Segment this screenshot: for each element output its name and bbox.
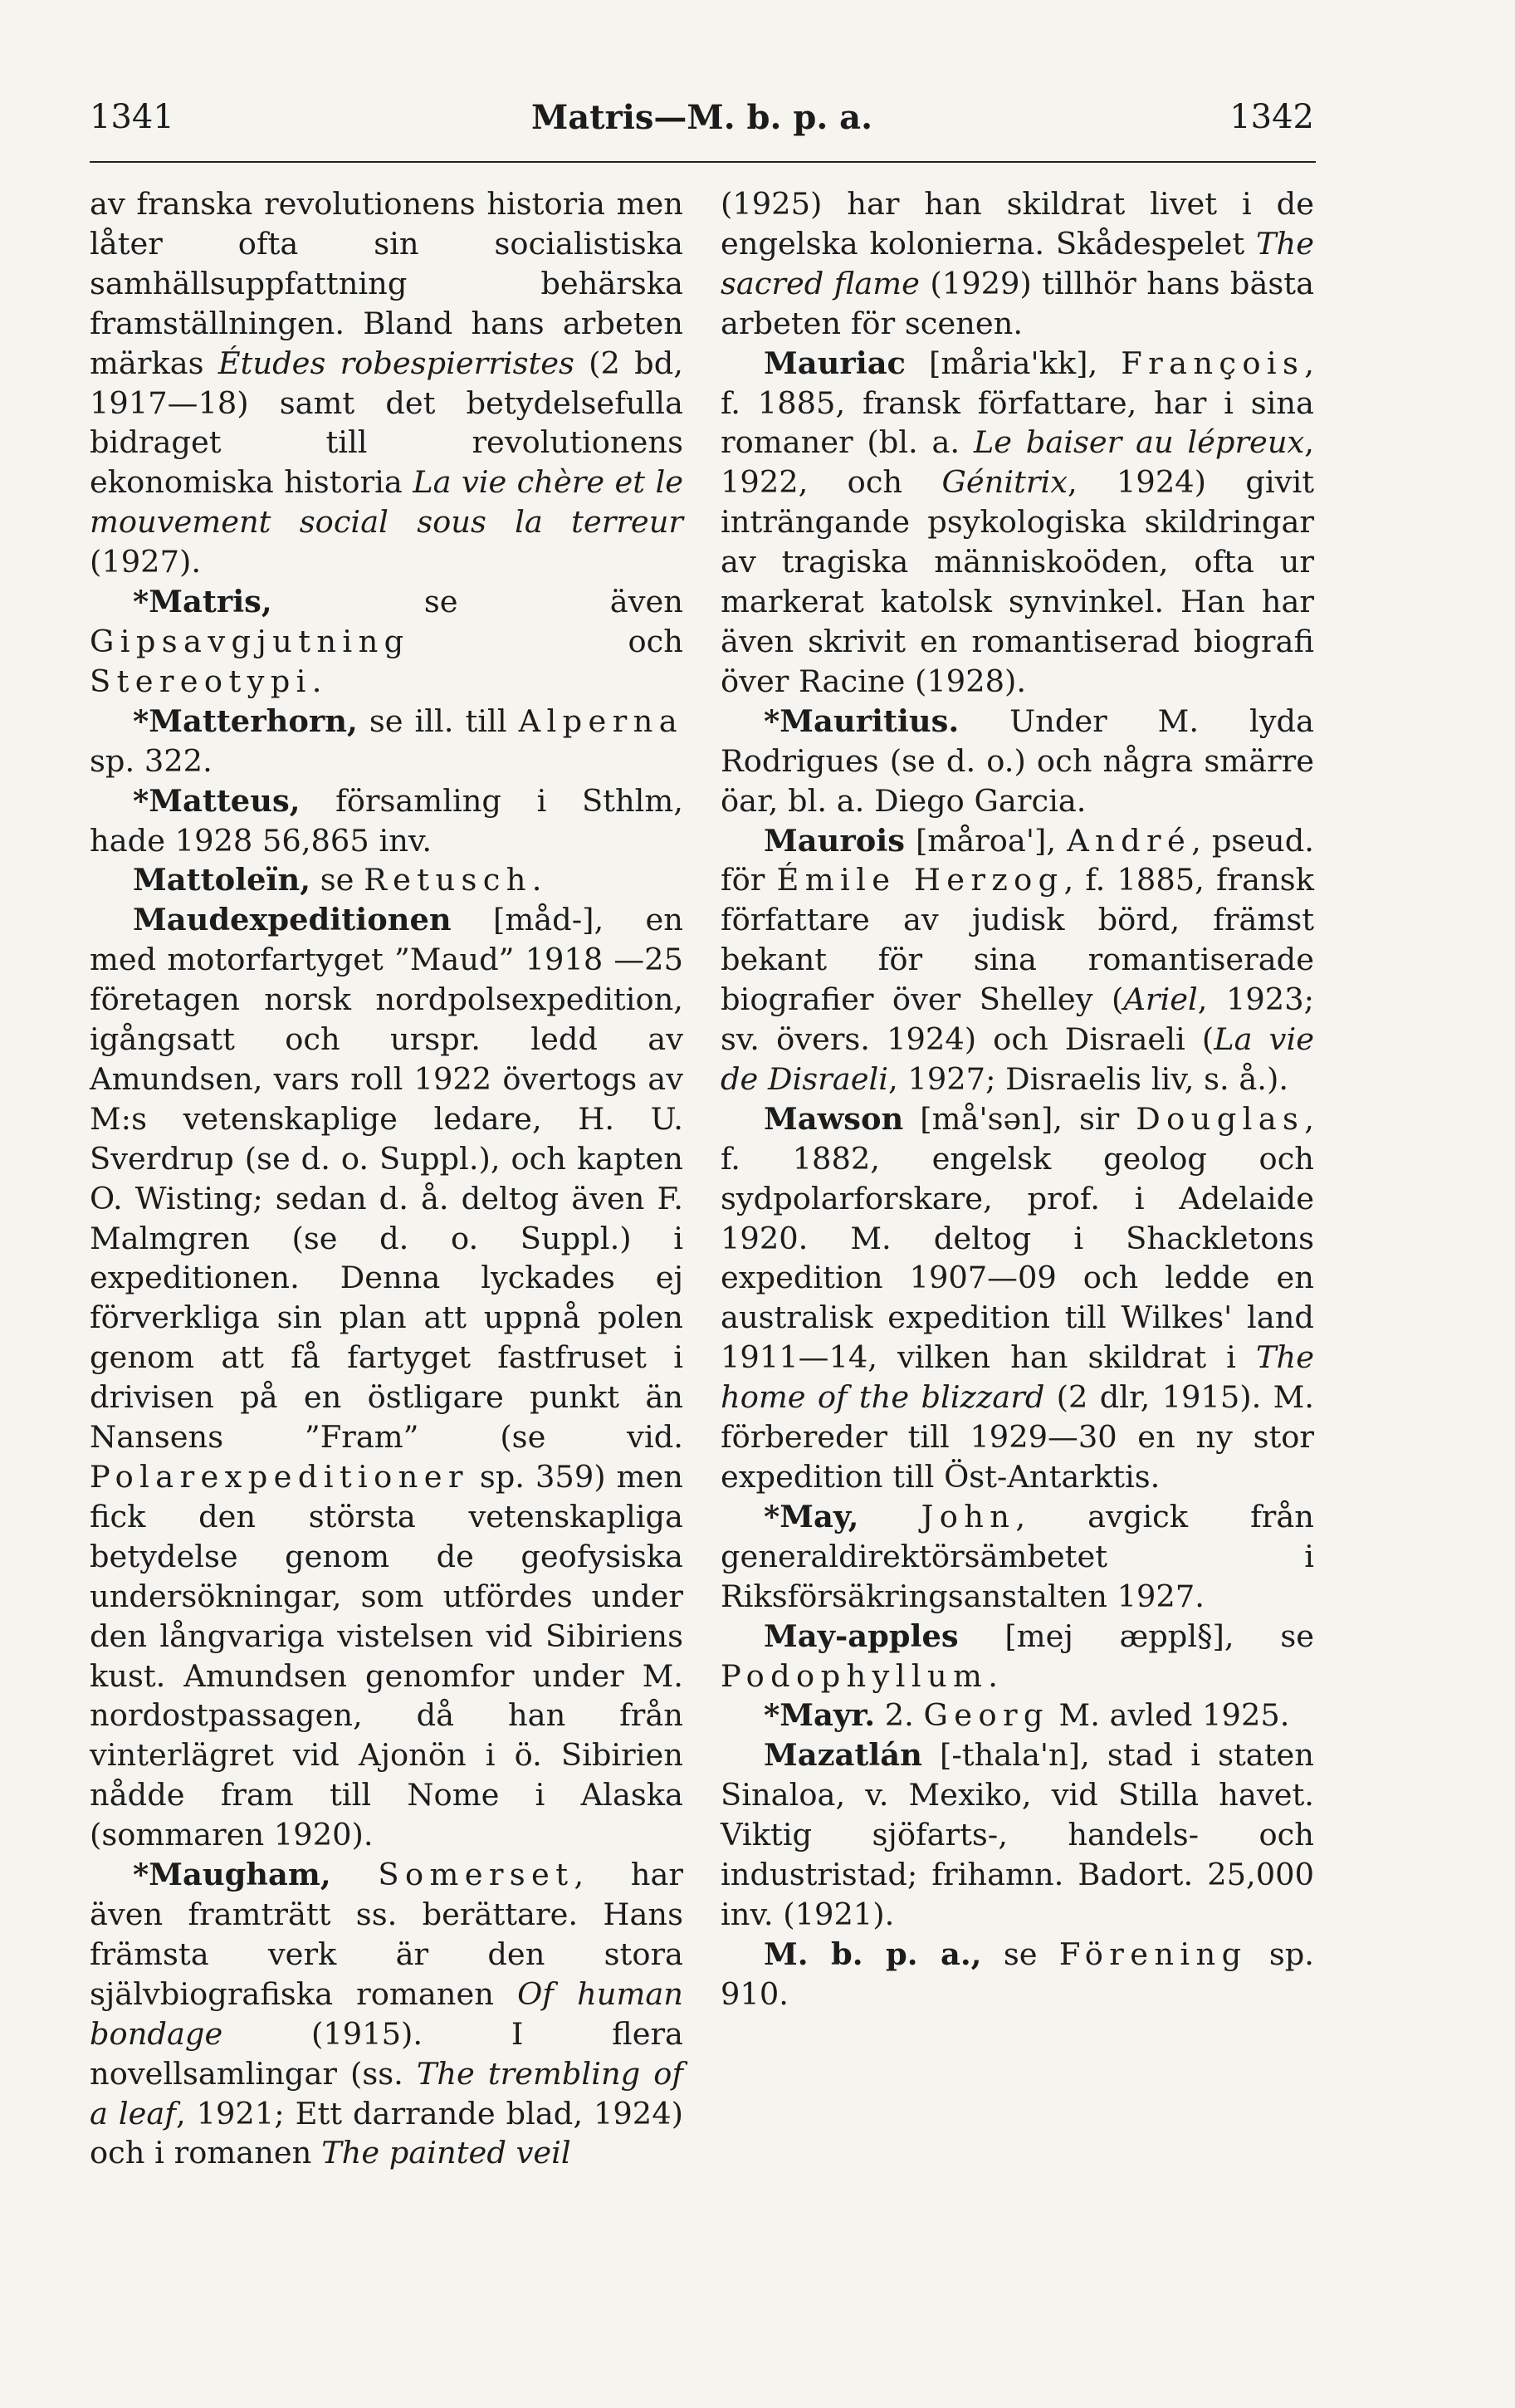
entry-mazatlan [721, 1735, 1314, 1935]
entry-text: se [310, 862, 364, 898]
italic-title: Of human bondage [90, 1975, 683, 2052]
entry-maurois [721, 821, 1314, 1099]
entry-revolution-continued [90, 184, 683, 582]
entry-text: , f. 1885, fransk författare av judisk börd, främst bekant för sina romantiserade biografier över Shelley ( [721, 862, 1314, 1018]
headword: *Mauritius. [764, 702, 960, 739]
entry-mbpa [721, 1935, 1314, 2014]
entry-text [331, 1857, 379, 1892]
spaced-reference: Förening [1058, 1936, 1248, 1972]
headword: *Matris, [133, 583, 272, 620]
entry-text: (2 bd, 1917—18) samt det betydelsefulla bidraget till revolutionens ekonomiska historia [90, 345, 683, 501]
entry-text: . [311, 663, 322, 699]
entry-text: M. avled 1925. [1048, 1697, 1290, 1734]
entry-text: , har även framträtt ss. berättare. Hans främsta verk är den stora självbiografiska romanen [90, 1857, 683, 2012]
entry-text: [måd-], en med motorfartyget ”Maud” 1918 —25 företagen norsk nordpolsexpedition, igångsatt och urspr. ledd av Amundsen, vars roll 1922 övertogs av M:s vetenskaplige ledare, H. U. Sverdrup (se d. o. Suppl.), och kapten O. Wisting; sedan d. å. deltog även F. Malmgren (se d. o. Suppl.) i expeditionen. Denna lyckades ej förverkliga sin plan att uppnå polen genom att få fartyget fastfruset i drivisen på en östligare punkt än Nansens ”Fram” (se vid. [90, 902, 683, 1456]
entry-text: . [988, 1657, 998, 1694]
entry-mauritius [721, 702, 1314, 821]
italic-title: The trembling of a leaf [90, 2055, 683, 2131]
headword: *Maugham, [133, 1856, 331, 1893]
entry-text: sp. 910. [721, 1936, 1314, 2012]
header-rule [90, 161, 1316, 163]
entry-text: , 1921; Ett darrande blad, 1924) och i romanen [90, 2095, 683, 2171]
headword: Mattoleïn, [133, 861, 311, 898]
entry-text: . [531, 862, 542, 898]
page-number-left: 1341 [90, 98, 174, 136]
entry-text: [måroa'], [904, 822, 1068, 859]
right-column [721, 184, 1314, 2014]
spaced-reference: Polarexpeditioner [90, 1459, 469, 1495]
entry-text: (1927). [90, 544, 202, 580]
entry-matterhorn [90, 702, 683, 781]
entry-text: [må'sən], sir [903, 1100, 1136, 1137]
entry-text: [-thala'n], stad i staten Sinaloa, v. Mexiko, vid Stilla havet. Viktig sjöfarts-, handels- och industristad; frihamn. Badort. 25,000 inv. (1921). [721, 1737, 1314, 1932]
spaced-reference: Douglas [1136, 1100, 1305, 1137]
headword: May-apples [764, 1617, 959, 1654]
italic-title: The sacred flame [721, 225, 1314, 301]
entry-mattolein [90, 860, 683, 900]
running-head: Matris—M. b. p. a. [530, 98, 873, 137]
italic-title: La vie de Disraeli [721, 1021, 1315, 1097]
entry-text [859, 1499, 921, 1534]
italic-title: Le baiser au lépreux [973, 424, 1305, 461]
entry-text: (2 dlr, 1915). M. förbereder till 1929—30 en ny stor expedition till Öst-Antarktis. [721, 1379, 1314, 1495]
italic-title: Ariel [1123, 981, 1198, 1018]
entry-text: , avgick från generaldirektörsämbetet i Riksförsäkringsanstalten 1927. [721, 1498, 1314, 1614]
entry-text: församling i Sthlm, hade 1928 56,865 inv. [90, 782, 683, 859]
italic-title: The home of the blizzard [721, 1339, 1314, 1416]
entry-mayr [721, 1696, 1314, 1735]
italic-title: La vie chère et le mouvement social sous la terreur [90, 464, 683, 541]
left-column [90, 184, 683, 2173]
entry-text: 2. [875, 1697, 924, 1734]
spaced-reference: Georg [923, 1697, 1049, 1734]
spaced-reference: Retusch [364, 862, 532, 898]
spaced-reference: Gipsavgjutning [90, 623, 410, 659]
entry-text: , 1924) givit inträngande psykologiska skildringar av tragiska människoöden, ofta ur markerat katolsk synvinkel. Han har även skrivit en romantiserad biografi över Racine (1928). [721, 464, 1315, 699]
headword: *Matteus, [133, 781, 301, 819]
headword: Mawson [764, 1099, 904, 1137]
entry-text: av franska revolutionens historia men låter ofta sin socialistiska samhällsuppfattning behärska framställningen. Bland hans arbeten märkas [90, 186, 683, 381]
entry-text: se ill. till [357, 702, 519, 739]
spaced-reference: Émile Herzog [776, 862, 1064, 898]
entry-may-apples [721, 1617, 1314, 1696]
spaced-reference: Alperna [518, 702, 683, 739]
entry-mauriac [721, 344, 1314, 702]
italic-title: The painted veil [321, 2135, 571, 2171]
spaced-reference: John [921, 1498, 1016, 1534]
headword: *May, [764, 1497, 859, 1534]
entry-text: , 1927; Disraelis liv, s. å.). [888, 1060, 1289, 1097]
spaced-reference: Stereotypi [90, 663, 312, 699]
entry-text: , 1922, och [721, 424, 1314, 501]
entry-text: (1915). I flera novellsamlingar (ss. [90, 2015, 683, 2092]
entry-maugham [90, 1855, 683, 2173]
spaced-reference: Podophyllum [721, 1657, 989, 1694]
spaced-reference: André [1067, 822, 1192, 859]
entry-text: se [981, 1936, 1059, 1972]
entry-text: , pseud. för [721, 822, 1315, 898]
page-number-right: 1342 [1229, 98, 1314, 136]
headword: Maudexpeditionen [133, 901, 452, 938]
entry-text: , f. 1885, fransk författare, har i sina romaner (bl. a. [721, 345, 1314, 461]
entry-maudexpeditionen [90, 900, 683, 1855]
entry-matris [90, 582, 683, 702]
headword: Mauriac [764, 344, 906, 381]
entry-text: sp. 322. [90, 742, 213, 779]
spaced-reference: Somerset [378, 1857, 574, 1893]
entry-text: och [409, 623, 683, 659]
headword: Maurois [764, 821, 905, 859]
entry-text: , f. 1882, engelsk geolog och sydpolarforskare, prof. i Adelaide 1920. M. deltog i Shackletons expedition 1907—09 och ledde en australisk expedition till Wilkes' land 1911—14, vilken han skildrat i [721, 1100, 1314, 1376]
headword: Mazatlán [764, 1736, 922, 1774]
entry-text: , 1923; sv. övers. 1924) och Disraeli ( [721, 981, 1314, 1058]
italic-title: Génitrix [941, 464, 1068, 501]
entry-text: se även [271, 584, 683, 620]
page-header [90, 98, 1314, 148]
entry-mawson [721, 1099, 1314, 1497]
entry-matteus [90, 781, 683, 861]
headword: *Matterhorn, [133, 702, 358, 739]
entry-maugham-continued [721, 184, 1314, 344]
headword: M. b. p. a., [764, 1935, 982, 1972]
entry-text: [måria'kk], [905, 345, 1122, 381]
entry-text: (1925) har han skildrat livet i de engelska kolonierna. Skådespelet [721, 186, 1314, 262]
italic-title: Études robespierristes [217, 345, 574, 381]
entry-text: [mej æppl§], se [958, 1618, 1314, 1654]
headword: *Mayr. [764, 1696, 876, 1734]
entry-text: Under M. lyda Rodrigues (se d. o.) och några smärre öar, bl. a. Diego Garcia. [721, 702, 1314, 819]
entry-text: sp. 359) men fick den största vetenskapliga betydelse genom de geofysiska undersökningar, som utfördes under den långvariga vistelsen vid Sibiriens kust. Amundsen genomfor under M. nordostpassagen, då han från vinterlägret vid Ajonön i ö. Sibirien nådde fram till Nome i Alaska (sommaren 1920). [90, 1459, 683, 1853]
entry-may [721, 1497, 1314, 1617]
spaced-reference: François [1121, 345, 1305, 381]
entry-text: (1929) tillhör hans bästa arbeten för scenen. [721, 265, 1315, 341]
